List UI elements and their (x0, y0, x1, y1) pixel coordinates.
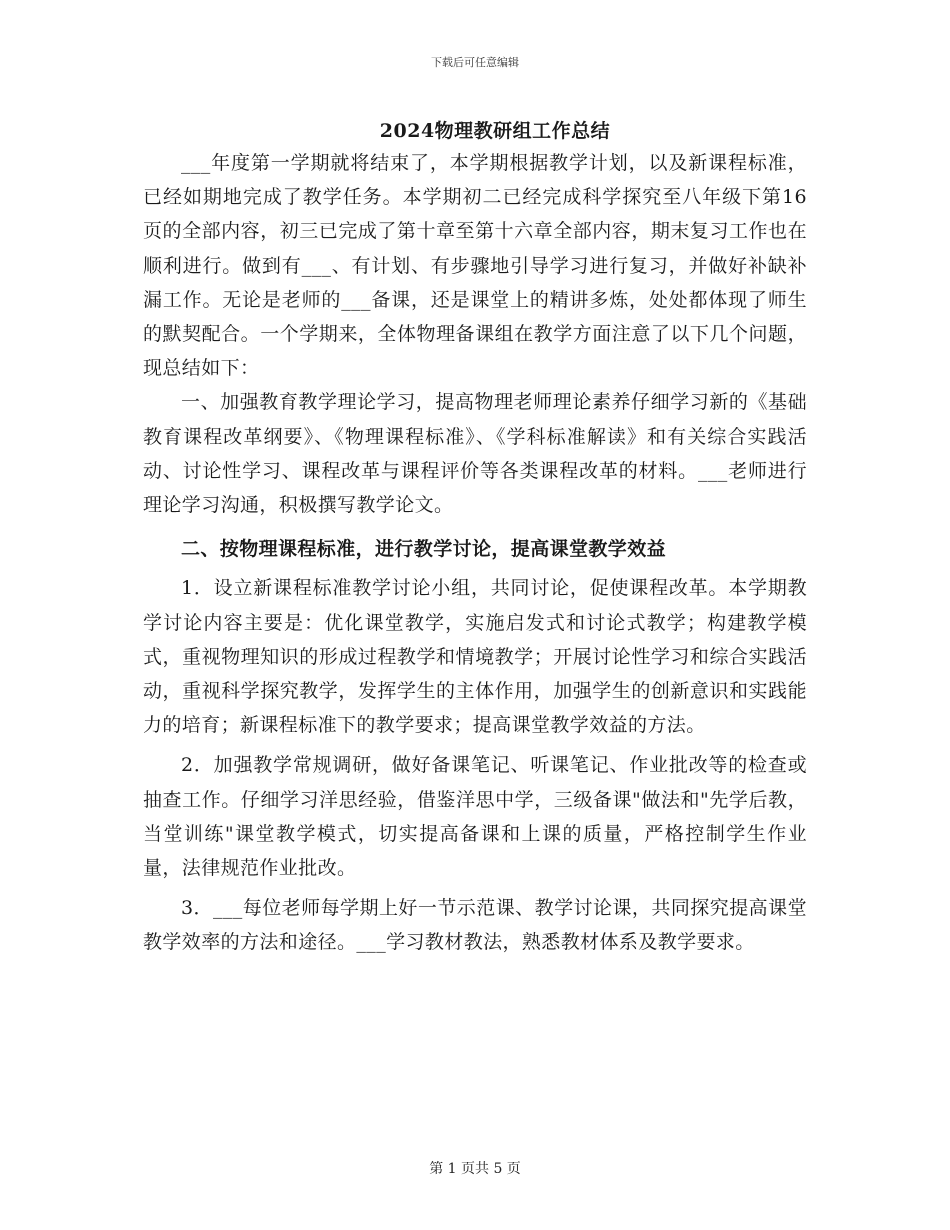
item-three-paragraph: 3．___每位老师每学期上好一节示范课、教学讨论课，共同探究提高课堂教学效率的方法和途径。___学习教材教法，熟悉教材体系及教学要求。 (143, 897, 807, 954)
item-one-paragraph: 1．设立新课程标准教学讨论小组，共同讨论，促使课程改革。本学期教学讨论内容主要是：优化课堂教学，实施启发式和讨论式教学；构建教学模式，重视物理知识的形成过程教学和情境教学；开展讨论性学习和综合实践活动，重视科学探究教学，发挥学生的主体作用，加强学生的创新意识和实践能力的培育；新课程标准下的教学要求；提高课堂教学效益的方法。 (143, 577, 807, 737)
page-footer: 第 1 页共 5 页 (429, 1161, 521, 1177)
document-body (143, 146, 807, 960)
item-two-paragraph: 2．加强教学常规调研，做好备课笔记、听课笔记、作业批改等的检查或抽查工作。仔细学习洋思经验，借鉴洋思中学，三级备课"做法和"先学后教，当堂训练"课堂教学模式，切实提高备课和上课的质量，严格控制学生作业量，法律规范作业批改。 (143, 754, 807, 880)
header-note: 下载后可任意编辑 (431, 56, 519, 69)
intro-paragraph: ___年度第一学期就将结束了，本学期根据教学计划，以及新课程标准，已经如期地完成了教学任务。本学期初二已经完成科学探究至八年级下第16页的全部内容，初三已完成了第十章至第十六章全部内容，期末复习工作也在顺利进行。做到有___、有计划、有步骤地引导学习进行复习，并做好补缺补漏工作。无论是老师的___备课，还是课堂上的精讲多炼，处处都体现了师生的默契配合。一个学期来，全体物理备课组在教学方面注意了以下几个问题，现总结如下： (143, 152, 807, 380)
document-title: 2024物理教研组工作总结 (379, 120, 611, 142)
section-one-paragraph: 一、加强教育教学理论学习，提高物理老师理论素养仔细学习新的《基础教育课程改革纲要》、《物理课程标准》、《学科标准解读》和有关综合实践活动、讨论性学习、课程改革与课程评价等各类课程改革的材料。___老师进行理论学习沟通，积极撰写教学论文。 (143, 391, 807, 517)
section-two-heading: 二、按物理课程标准，进行教学讨论，提高课堂教学效益 (181, 538, 667, 561)
